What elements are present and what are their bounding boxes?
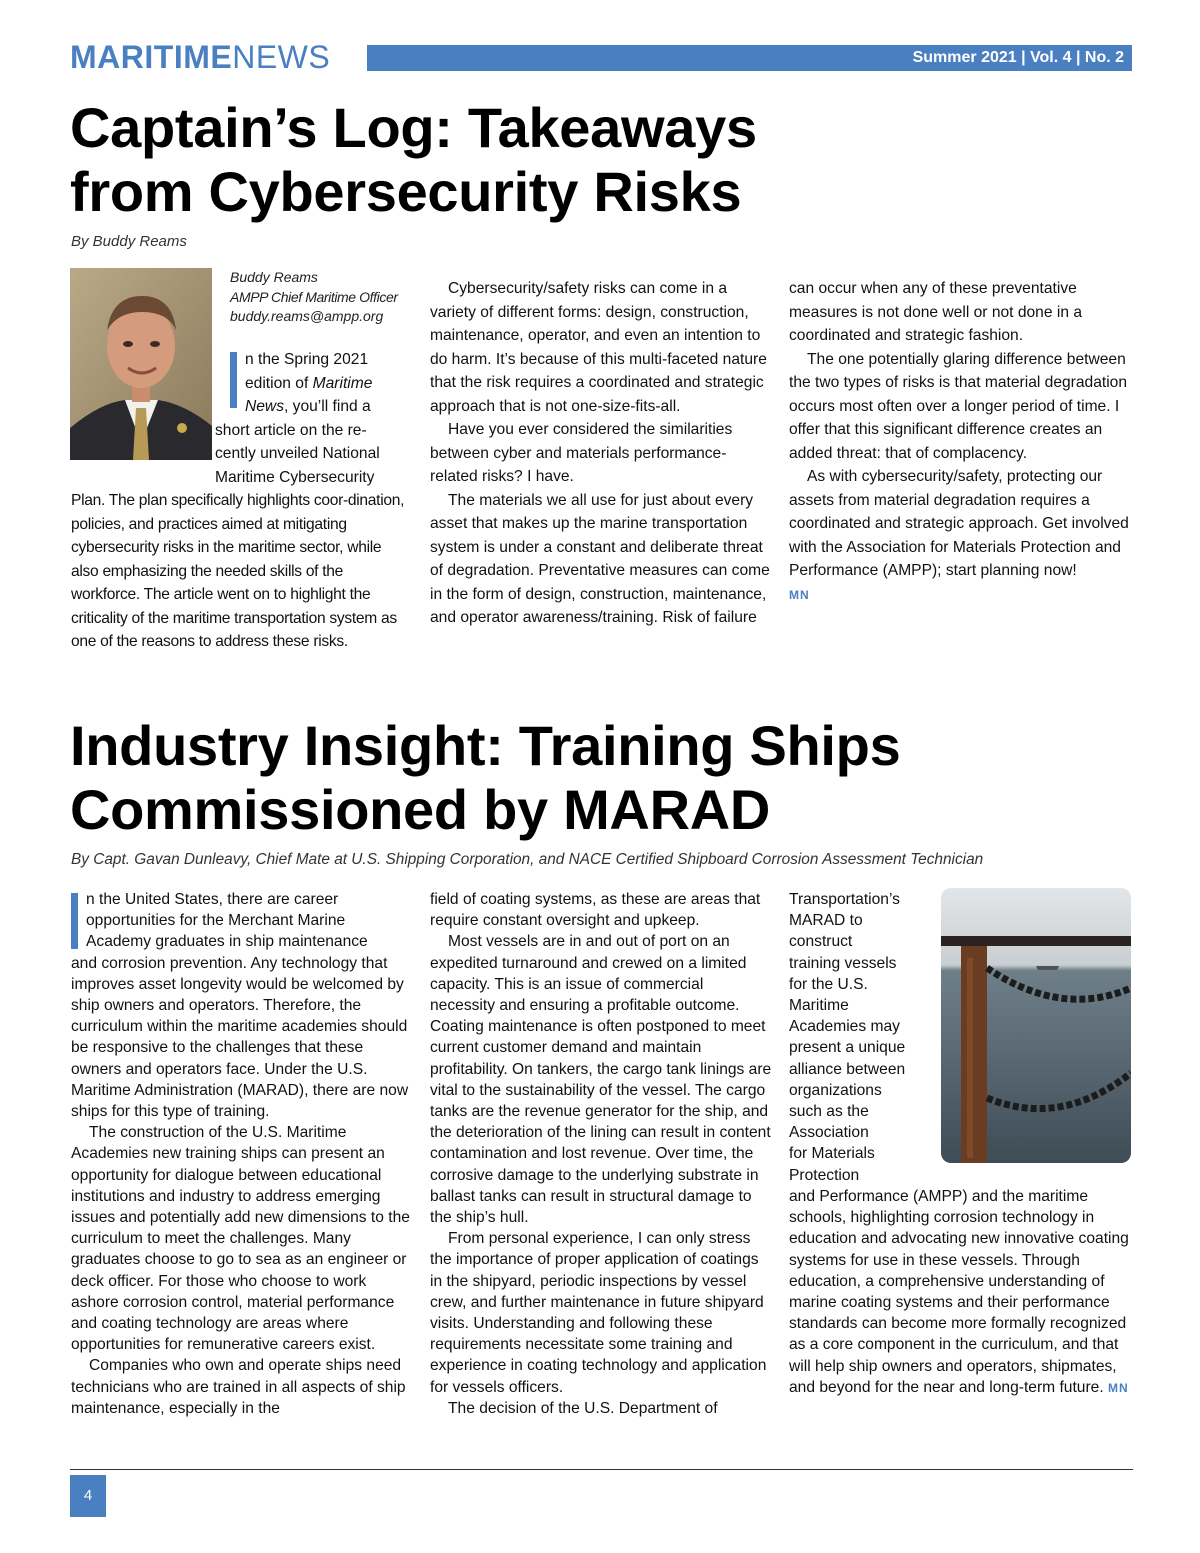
masthead xyxy=(70,40,1132,74)
paragraph: The construction of the U.S. Maritime Academies new training ships can present an opportunity for dialogue between educational institutions and industry to address emerging issues and potentially add new dimensions to the curriculum to meet the challenges. Many graduates choose to go to sea as an engineer or deck officer. For those who choose to work ashore corrosion control, material performance and coating technology are areas where opportunities for remunerative careers exist. xyxy=(71,1124,410,1354)
paragraph: From personal experience, I can only stress the importance of proper application of coatings in the shipyard, periodic inspections by vessel crew, and further maintenance in future shipyard visits. Understanding and following these requirements necessitate some training and experience in coating technology and application for vessels officers. xyxy=(430,1230,767,1396)
article2-col3-wide xyxy=(789,1186,1133,1399)
text-line xyxy=(230,372,420,396)
text-line: such as the xyxy=(789,1103,869,1121)
text-line: present a unique xyxy=(789,1039,906,1057)
text-line: n the United States, there are career xyxy=(86,891,339,908)
magazine-name: News xyxy=(245,398,284,415)
paragraph: The one potentially glaring difference between the two types of risks is that material degradation occurs most often over a longer period of time. I offer that this significant difference creates an added threat: that of complacency. xyxy=(789,350,1128,462)
paragraph: Plan. The plan specifically highlights coor-dination, policies, and practices aimed at mitigating cybersecurity risks in the maritime sector, while also emphasizing the needed skills of the workforce. The article went on to highlight the criticality of the maritime transportation system as one of the reasons to address these risks. xyxy=(71,492,405,650)
magazine-name: Maritime xyxy=(312,374,373,392)
text-line: Maritime xyxy=(789,997,849,1015)
paragraph: can occur when any of these preventative measures is not done well or not done in a coordinated and strategic fashion. xyxy=(789,280,1082,344)
paragraph: Have you ever considered the similarities between cyber and materials performance-related risks? I have. xyxy=(430,421,733,485)
paragraph: and corrosion prevention. Any technology that improves asset longevity would be welcomed by ship owners and operators. Therefore, the curriculum within the maritime academies should be responsive to the challenges that these owners and operators face. Under the U.S. Maritime Administration (MARAD), there are now ships for this type of training. xyxy=(71,954,409,1121)
article2-title-line2: Commissioned by MARAD xyxy=(70,778,770,841)
text-line: Association xyxy=(789,1124,869,1142)
caption-email: buddy.reams@ampp.org xyxy=(230,308,384,324)
text-span: , you’ll find a xyxy=(284,398,371,415)
article2-col1 xyxy=(71,889,413,1419)
brand-bold: MARITIME xyxy=(70,39,233,75)
article1-byline: By Buddy Reams xyxy=(71,233,187,250)
text-line: construct xyxy=(789,933,853,951)
text-line: opportunities for the Merchant Marine xyxy=(86,912,346,930)
article2-col2 xyxy=(430,889,772,1419)
text-line: Maritime Cybersecurity xyxy=(215,468,375,486)
end-mark: MN xyxy=(1108,1380,1129,1395)
article2-col3-narrow xyxy=(789,889,939,1186)
text-line: Academy graduates in ship maintenance xyxy=(86,933,368,951)
paragraph xyxy=(789,1186,1133,1399)
drop-cap xyxy=(71,893,78,949)
article1-title-line2: from Cybersecurity Risks xyxy=(70,160,742,223)
text-line xyxy=(230,395,420,419)
paragraph: field of coating systems, as these are areas that require constant oversight and upkeep. xyxy=(430,891,761,930)
text-line: MARAD to xyxy=(789,912,863,930)
text-line: organizations xyxy=(789,1081,882,1099)
article1-title xyxy=(70,96,1130,224)
text-line: alliance between xyxy=(789,1060,906,1078)
brand-light: NEWS xyxy=(232,39,331,75)
text-line: for the U.S. xyxy=(789,975,868,993)
page-number: 4 xyxy=(70,1475,106,1517)
footer-rule xyxy=(70,1469,1133,1470)
paragraph: Cybersecurity/safety risks can come in a variety of different forms: design, construction, maintenance, operator, and even an intention to do harm. It’s because of this multi-faceted nature that the risk requires a coordinated and strategic approach that is not one-size-fits-all. xyxy=(430,280,767,415)
article2-title xyxy=(70,714,1130,842)
ship-railing-photo xyxy=(941,888,1131,1163)
article1-col3 xyxy=(789,277,1133,607)
text-line: Academies may xyxy=(789,1018,900,1036)
masthead-bar xyxy=(367,45,1132,71)
article1-title-line1: Captain’s Log: Takeaways xyxy=(70,96,757,159)
article1-col2 xyxy=(430,277,772,630)
paragraph: The decision of the U.S. Department of xyxy=(448,1399,718,1417)
text-line: cently unveiled National xyxy=(215,445,380,462)
text-line: short article on the re- xyxy=(215,421,367,439)
paragraph: As with cybersecurity/safety, protecting our assets from material degradation requires a coordinated and strategic approach. Get involved with the Association for Materials Protection and Performance (AMPP); start planning now! xyxy=(789,468,1129,579)
text-span: edition of xyxy=(245,374,313,392)
article1-col1-body xyxy=(71,489,411,654)
paragraph-text: and Performance (AMPP) and the maritime schools, highlighting corrosion technology in education and advocating new innovative coating systems for use in these vessels. Through education, a comprehensive understanding of marine coating systems and their performance standards can become more formally recognized as a core component in the curriculum, and that will help ship owners and operators, shipmates, and beyond for the near and long-term future. xyxy=(789,1188,1129,1396)
caption-role: AMPP Chief Maritime Officer xyxy=(230,288,398,305)
text-line: n the Spring 2021 xyxy=(245,351,369,368)
article2-byline: By Capt. Gavan Dunleavy, Chief Mate at U.S. Shipping Corporation, and NACE Certified Shipboard Corrosion Assessment Technician xyxy=(71,851,984,868)
end-mark: MN xyxy=(789,587,810,602)
author-photo xyxy=(70,268,212,460)
paragraph: The materials we all use for just about every asset that makes up the marine transportation system is under a constant and deliberate threat of degradation. Preventative measures can come in the form of design, construction, maintenance, and operator awareness/training. Risk of failure xyxy=(430,491,770,626)
author-caption xyxy=(230,268,420,327)
text-line: Transportation’s xyxy=(789,891,900,908)
issue-label: Summer 2021 | Vol. 4 | No. 2 xyxy=(912,49,1124,66)
text-line: training vessels xyxy=(789,954,897,972)
article1-col1-intro xyxy=(215,348,420,489)
brand-logo xyxy=(70,40,330,74)
drop-cap xyxy=(230,352,237,408)
text-line: Protection xyxy=(789,1166,860,1184)
paragraph: Companies who own and operate ships need technicians who are trained in all aspects of ship maintenance, especially in the xyxy=(71,1357,406,1417)
text-line: for Materials xyxy=(789,1145,875,1163)
caption-name: Buddy Reams xyxy=(230,269,318,285)
article2-title-line1: Industry Insight: Training Ships xyxy=(70,714,901,777)
paragraph: Most vessels are in and out of port on an expedited turnaround and crewed on a limited capacity. This is an issue of commercial necessity and ensuring a profitable outcome. Coating maintenance is often postponed to meet current customer demand and maintain profitability. On tankers, the cargo tank linings are vital to the sustainability of the vessel. The cargo tanks are the revenue generator for the ship, and the deterioration of the lining can result in content contamination and lost revenue. Over time, the corrosive damage to the underlying substrate in ballast tanks can result in structural damage to the ship’s hull. xyxy=(430,933,772,1227)
